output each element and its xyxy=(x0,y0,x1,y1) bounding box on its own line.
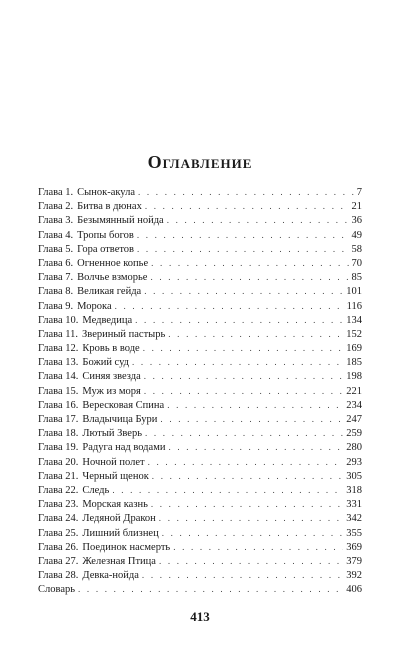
toc-entry xyxy=(38,327,362,341)
chapter-number: Глава 3. xyxy=(38,215,74,227)
chapter-title: Ночной полет xyxy=(82,456,145,468)
toc-entry xyxy=(38,313,362,327)
chapter-number: Глава 17. xyxy=(38,414,79,425)
chapter-page: 116 xyxy=(346,300,362,312)
chapter-page: 21 xyxy=(351,201,362,213)
chapter-number: Глава 13. xyxy=(38,357,79,369)
chapter-title: Ледяной Дракон xyxy=(82,513,156,525)
chapter-title: Битва в дюнах xyxy=(77,201,142,213)
toc-entry xyxy=(38,497,362,511)
dot-leader xyxy=(112,483,343,497)
chapter-page: 293 xyxy=(346,456,362,468)
toc-entry xyxy=(38,384,362,398)
dot-leader xyxy=(78,582,343,596)
chapter-title: Владычица Бури xyxy=(82,414,158,425)
chapter-number: Глава 24. xyxy=(38,513,79,525)
dot-leader xyxy=(145,199,349,213)
toc-entry xyxy=(38,398,362,412)
toc-entry xyxy=(38,213,362,227)
dot-leader xyxy=(160,412,343,426)
chapter-title: Словарь xyxy=(38,584,76,596)
chapter-number: Глава 8. xyxy=(38,286,74,298)
toc-entry xyxy=(38,284,362,298)
chapter-number: Глава 5. xyxy=(38,243,74,255)
dot-leader xyxy=(132,355,343,369)
toc-entry xyxy=(38,511,362,525)
chapter-title: Тропы богов xyxy=(77,229,134,241)
chapter-title: Огненное копье xyxy=(77,257,149,269)
chapter-number: Глава 14. xyxy=(38,371,79,383)
chapter-title: Черный щенок xyxy=(82,470,149,482)
chapter-number: Глава 10. xyxy=(38,314,79,326)
chapter-number: Глава 28. xyxy=(38,570,79,582)
toc-entry xyxy=(38,185,362,199)
chapter-page: 169 xyxy=(346,343,362,355)
chapter-page: 406 xyxy=(346,584,362,596)
chapter-page: 379 xyxy=(346,555,362,567)
toc-entry xyxy=(38,270,362,284)
toc-entry xyxy=(38,582,362,596)
dot-leader xyxy=(115,299,344,313)
chapter-title: Звериный пастырь xyxy=(82,328,166,340)
chapter-number: Глава 2. xyxy=(38,201,74,213)
chapter-number: Глава 6. xyxy=(38,257,74,269)
dot-leader xyxy=(167,213,349,227)
chapter-title: Девка-нойда xyxy=(82,570,139,582)
toc-entry xyxy=(38,341,362,355)
chapter-number: Глава 19. xyxy=(38,442,79,454)
chapter-title: Кровь в воде xyxy=(82,343,140,355)
chapter-number: Глава 25. xyxy=(38,527,79,539)
chapter-number: Глава 20. xyxy=(38,456,79,468)
dot-leader xyxy=(151,497,343,511)
chapter-page: 259 xyxy=(346,428,362,440)
chapter-page: 234 xyxy=(346,399,362,411)
dot-leader xyxy=(159,554,343,568)
chapter-number: Глава 9. xyxy=(38,300,74,312)
chapter-page: 247 xyxy=(346,414,362,425)
table-of-contents xyxy=(38,185,362,596)
chapter-title: Железная Птица xyxy=(82,555,156,567)
toc-entry xyxy=(38,440,362,454)
dot-leader xyxy=(137,242,348,256)
toc-entry xyxy=(38,455,362,469)
dot-leader xyxy=(159,511,343,525)
dot-leader xyxy=(152,469,343,483)
chapter-number: Глава 18. xyxy=(38,428,79,440)
toc-entry xyxy=(38,369,362,383)
toc-entry xyxy=(38,242,362,256)
chapter-title: Вересковая Спина xyxy=(82,399,165,411)
dot-leader xyxy=(143,341,344,355)
chapter-number: Глава 26. xyxy=(38,541,79,553)
chapter-title: Морока xyxy=(77,300,112,312)
chapter-title: Радуга над водами xyxy=(82,442,166,454)
chapter-title: Безымянный нойда xyxy=(77,215,164,227)
dot-leader xyxy=(167,398,343,412)
chapter-page: 392 xyxy=(346,570,362,582)
chapter-title: Медведица xyxy=(82,314,133,326)
chapter-title: Муж из моря xyxy=(82,385,141,397)
chapter-title: Волчье взморье xyxy=(77,272,148,284)
dot-leader xyxy=(168,440,343,454)
chapter-page: 85 xyxy=(351,272,362,284)
dot-leader xyxy=(138,185,354,199)
dot-leader xyxy=(173,540,343,554)
chapter-page: 305 xyxy=(346,470,362,482)
chapter-number: Глава 23. xyxy=(38,499,79,511)
toc-entry xyxy=(38,199,362,213)
chapter-page: 101 xyxy=(346,286,362,298)
chapter-page: 58 xyxy=(351,243,362,255)
chapter-number: Глава 22. xyxy=(38,484,79,496)
chapter-page: 134 xyxy=(346,314,362,326)
toc-entry xyxy=(38,426,362,440)
chapter-page: 369 xyxy=(346,541,362,553)
chapter-page: 70 xyxy=(351,257,362,269)
chapter-page: 7 xyxy=(356,187,362,198)
chapter-page: 36 xyxy=(351,215,362,227)
dot-leader xyxy=(162,526,344,540)
chapter-page: 280 xyxy=(346,442,362,454)
toc-entry xyxy=(38,412,362,426)
chapter-number: Глава 21. xyxy=(38,470,79,482)
chapter-page: 152 xyxy=(346,328,362,340)
chapter-title: Великая гейда xyxy=(77,286,142,298)
dot-leader xyxy=(168,327,343,341)
toc-entry xyxy=(38,469,362,483)
toc-entry xyxy=(38,526,362,540)
dot-leader xyxy=(144,369,344,383)
toc-entry xyxy=(38,228,362,242)
toc-entry xyxy=(38,483,362,497)
chapter-title: Лютый Зверь xyxy=(82,428,142,440)
toc-entry xyxy=(38,299,362,313)
chapter-page: 355 xyxy=(346,527,362,539)
toc-entry xyxy=(38,568,362,582)
chapter-page: 49 xyxy=(351,229,362,241)
dot-leader xyxy=(151,256,348,270)
chapter-page: 342 xyxy=(346,513,362,525)
chapter-title: Поединок насмерть xyxy=(82,541,171,553)
toc-entry xyxy=(38,540,362,554)
chapter-page: 185 xyxy=(346,357,362,369)
chapter-number: Глава 1. xyxy=(38,187,74,198)
chapter-title: Лишний близнец xyxy=(82,527,159,539)
dot-leader xyxy=(144,384,343,398)
chapter-page: 331 xyxy=(346,499,362,511)
dot-leader xyxy=(148,455,344,469)
page-number: 413 xyxy=(190,609,210,624)
chapter-number: Глава 12. xyxy=(38,343,79,355)
chapter-title: Гора ответов xyxy=(77,243,135,255)
dot-leader xyxy=(150,270,348,284)
chapter-page: 198 xyxy=(346,371,362,383)
chapter-title: Божий суд xyxy=(82,357,130,369)
chapter-number: Глава 27. xyxy=(38,555,79,567)
chapter-number: Глава 7. xyxy=(38,272,74,284)
dot-leader xyxy=(137,228,349,242)
chapter-number: Глава 16. xyxy=(38,399,79,411)
toc-entry xyxy=(38,554,362,568)
dot-leader xyxy=(142,568,343,582)
toc-entry xyxy=(38,256,362,270)
page-title: Оглавление xyxy=(147,152,253,172)
chapter-page: 221 xyxy=(346,385,362,397)
dot-leader xyxy=(144,284,343,298)
chapter-number: Глава 11. xyxy=(38,328,79,340)
chapter-page: 318 xyxy=(346,484,362,496)
chapter-title: Морская казнь xyxy=(82,499,148,511)
chapter-title: Сынок-акула xyxy=(77,187,135,198)
chapter-title: Синяя звезда xyxy=(82,371,141,383)
chapter-number: Глава 4. xyxy=(38,229,74,241)
dot-leader xyxy=(135,313,343,327)
chapter-title: Следь xyxy=(82,484,110,496)
dot-leader xyxy=(145,426,343,440)
toc-entry xyxy=(38,355,362,369)
chapter-number: Глава 15. xyxy=(38,385,79,397)
